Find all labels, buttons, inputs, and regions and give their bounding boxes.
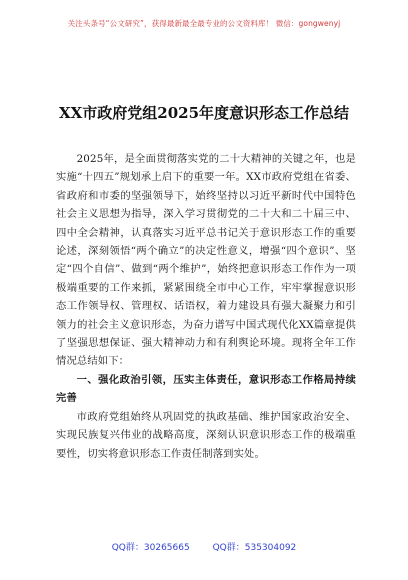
footer-qq-group-1: QQ群：30265665 [111,543,190,553]
document-body [56,150,356,463]
header-note: 关注头条号“公文研究”，获得最新最全最专业的公文资料库！ 微信：gongwenyj [67,19,341,28]
section-heading: 一、强化政治引领，压实主体责任，意识形态工作格局持续完善 [56,373,356,405]
intro-paragraph: 2025年，是全面贯彻落实党的二十大精神的关键之年，也是实施“十四五”规划承上启下的重要一年。XX市政府党组在省委、省政府和市委的坚强领导下，始终坚持以习近平新时代中国特色社会主义思想为指导，深入学习贯彻党的二十大和二十届三中、四中全会精神，认真落实习近平总书记关于意识形态工作的重要论述，深刻领悟“两个确立”的决定性意义，增强“四个意识”、坚定“四个自信”、做到“两个维护”，始终把意识形态工作作为一项极端重要的工作来抓，紧紧围绕全市中心工作，牢牢掌握意识形态工作领导权、管理权、话语权，着力建设具有强大凝聚力和引领力的社会主义意识形态，为奋力谱写中国式现代化XX篇章提供了坚强思想保证、强大精神动力和有利舆论环境。现将全年工作情况总结如下： [56,153,356,368]
section-paragraph: 市政府党组始终从巩固党的执政基础、维护国家政治安全、实现民族复兴伟业的战略高度，深刻认识意识形态工作的极端重要性，切实将意识形态工作责任制落到实处。 [56,410,356,460]
footer-qq-group-2: QQ群：535304092 [212,543,297,553]
footer [0,540,408,553]
document-title: XX市政府党组2025年度意识形态工作总结 [58,104,350,122]
